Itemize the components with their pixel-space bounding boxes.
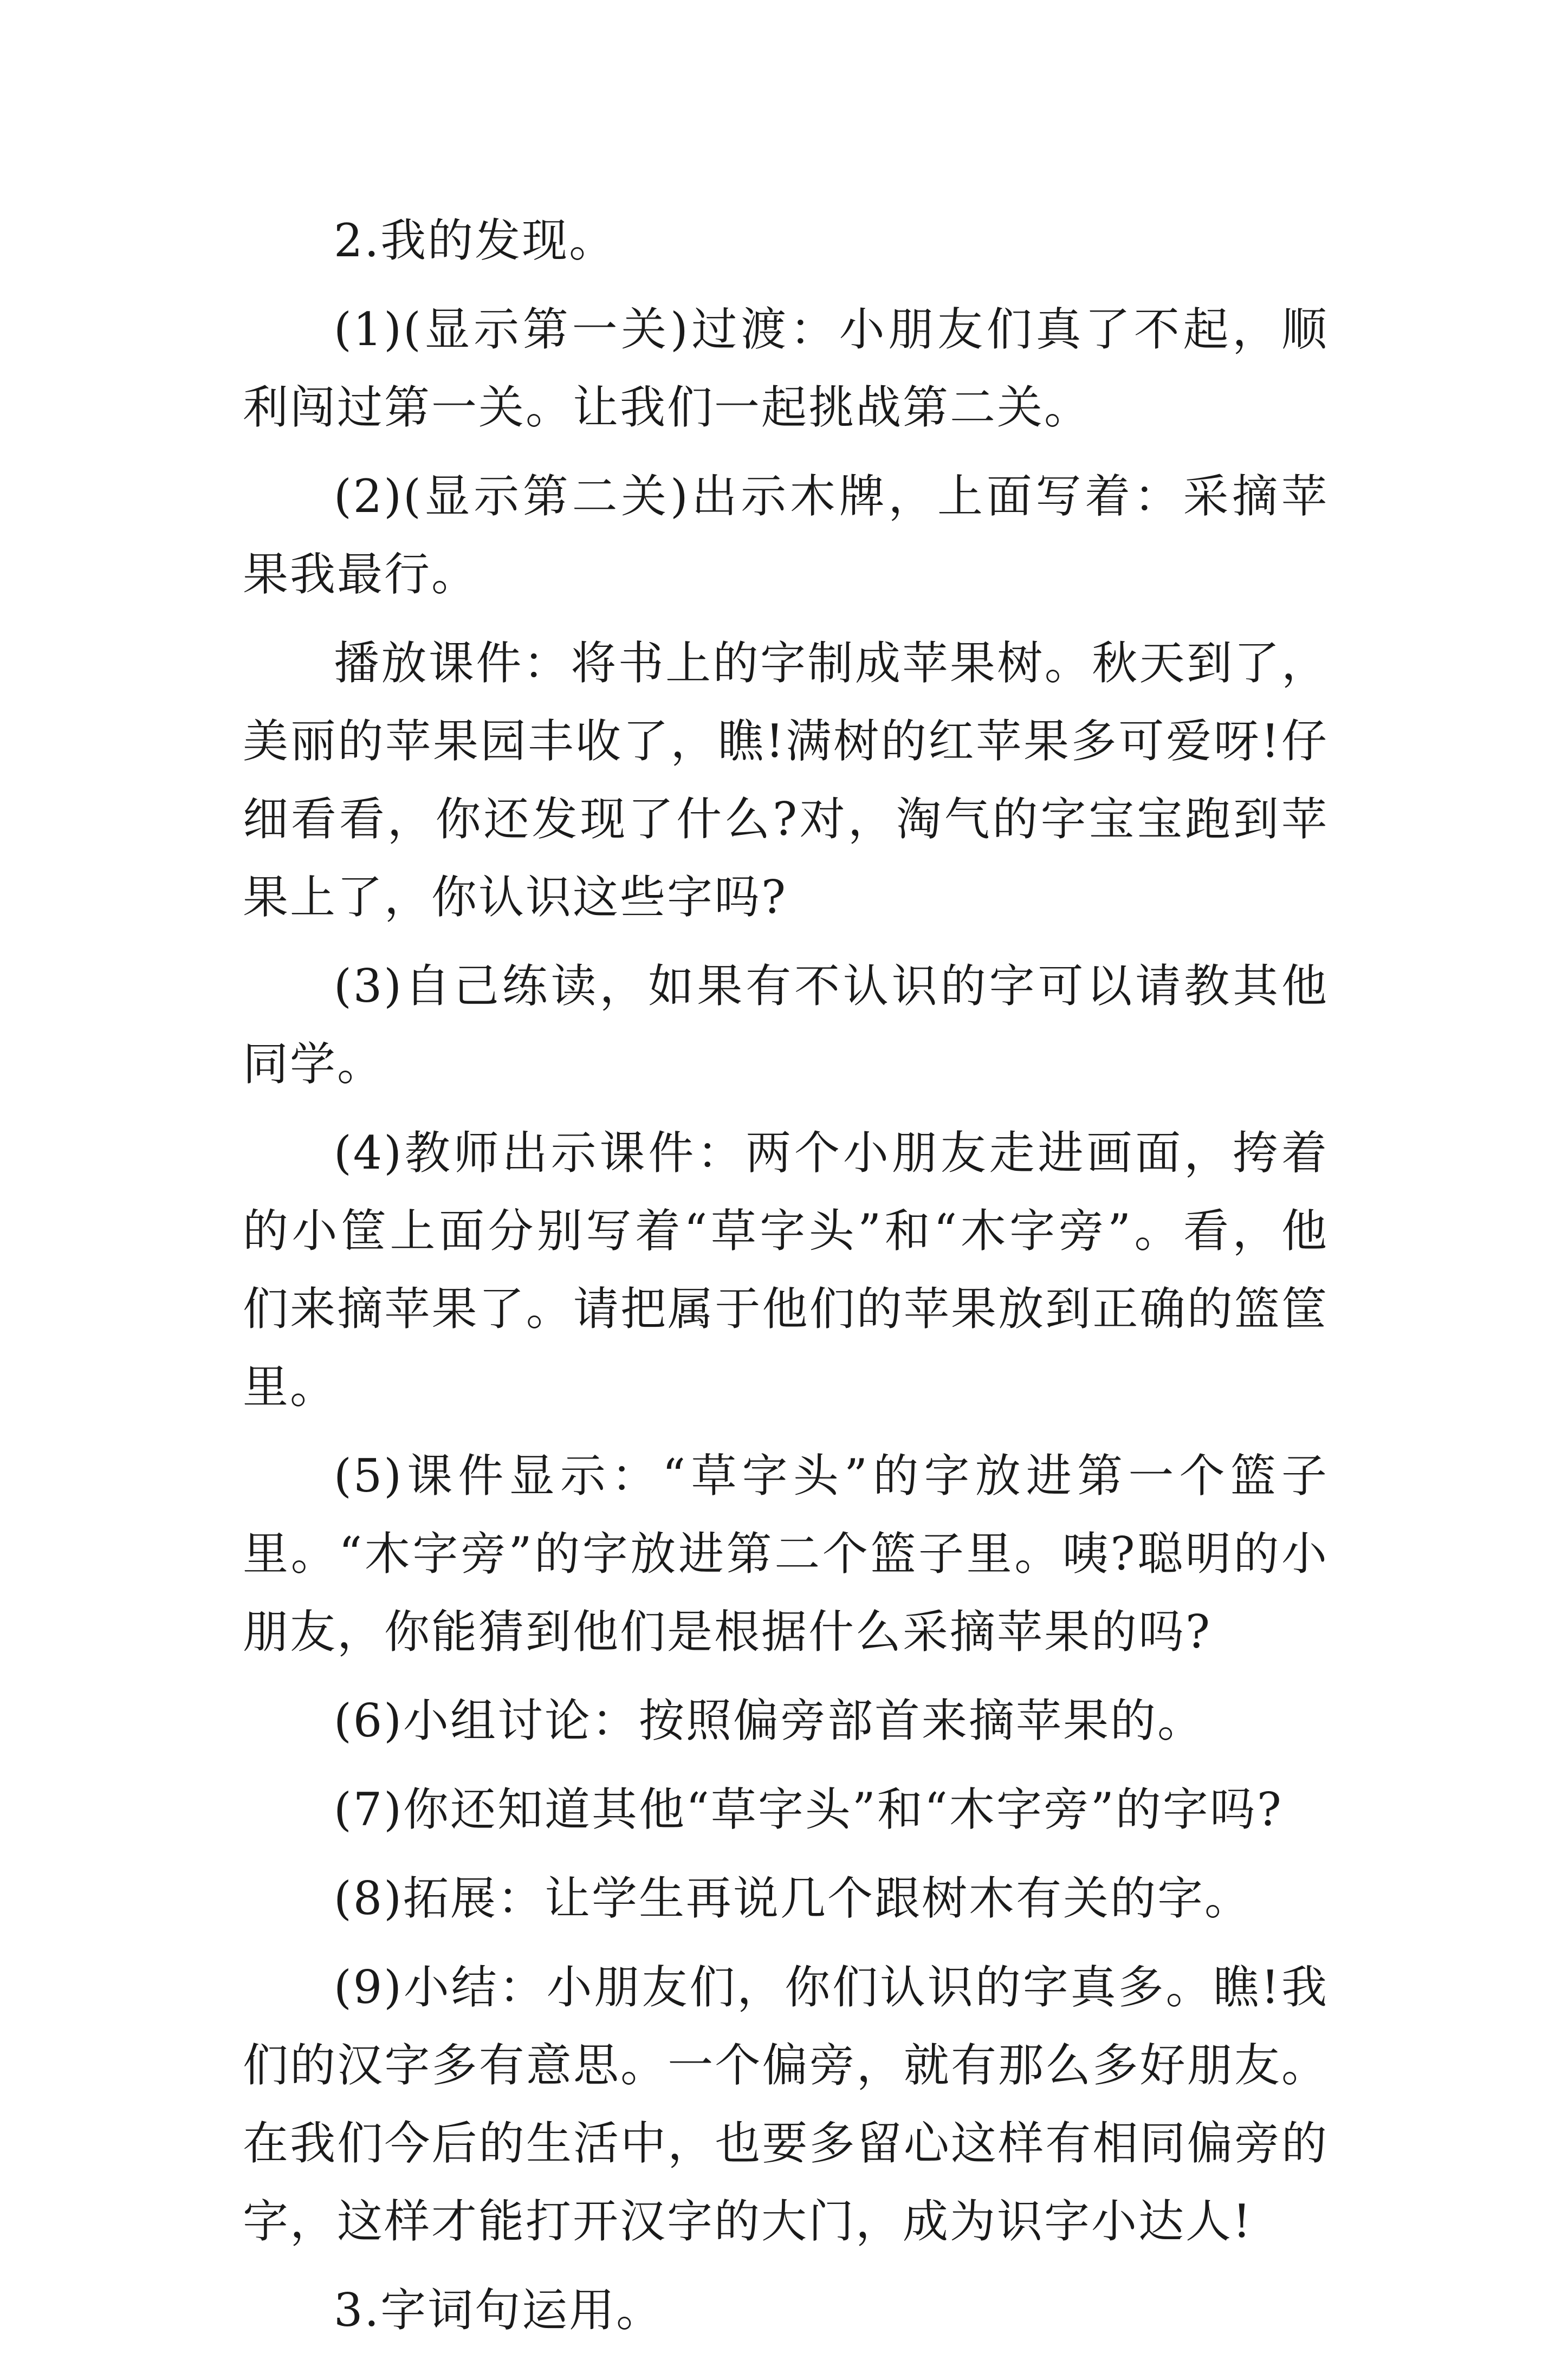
paragraph: (3)自己练读，如果有不认识的字可以请教其他同学。	[243, 959, 1329, 1091]
paragraph: (1)(显示第一关)过渡：小朋友们真了不起，顺利闯过第一关。让我们一起挑战第二关。	[243, 303, 1329, 434]
paragraph: (9)小结：小朋友们，你们认识的字真多。瞧!我们的汉字多有意思。一个偏旁，就有那么多好朋友。在我们今后的生活中，也要多留心这样有相同偏旁的字，这样才能打开汉字的大门，成为识字小达人!	[243, 1961, 1329, 2248]
section-heading: 2.我的发现。	[334, 214, 617, 267]
paragraph: (6)小组讨论：按照偏旁部首来摘苹果的。	[334, 1694, 1204, 1747]
section-heading: 3.字词句运用。	[334, 2284, 664, 2337]
paragraph: (7)你还知道其他“草字头”和“木字旁”的字吗?	[334, 1783, 1283, 1836]
paragraph: (8)拓展：让学生再说几个跟树木有关的字。	[334, 1872, 1252, 1925]
paragraph: (4)教师出示课件：两个小朋友走进画面，挎着的小筐上面分别写着“草字头”和“木字旁”。看，他们来摘苹果了。请把属于他们的苹果放到正确的篮筐里。	[243, 1126, 1329, 1414]
document-body	[243, 202, 1329, 2360]
paragraph: (2)(显示第二关)出示木牌，上面写着：采摘苹果我最行。	[243, 470, 1329, 601]
paragraph: (5)课件显示：“草字头”的字放进第一个篮子里。“木字旁”的字放进第二个篮子里。咦?聪明的小朋友，你能猜到他们是根据什么采摘苹果的吗?	[243, 1449, 1329, 1658]
paragraph: 播放课件：将书上的字制成苹果树。秋天到了，美丽的苹果园丰收了，瞧!满树的红苹果多可爱呀!仔细看看，你还发现了什么?对，淘气的字宝宝跑到苹果上了，你认识这些字吗?	[243, 637, 1329, 924]
